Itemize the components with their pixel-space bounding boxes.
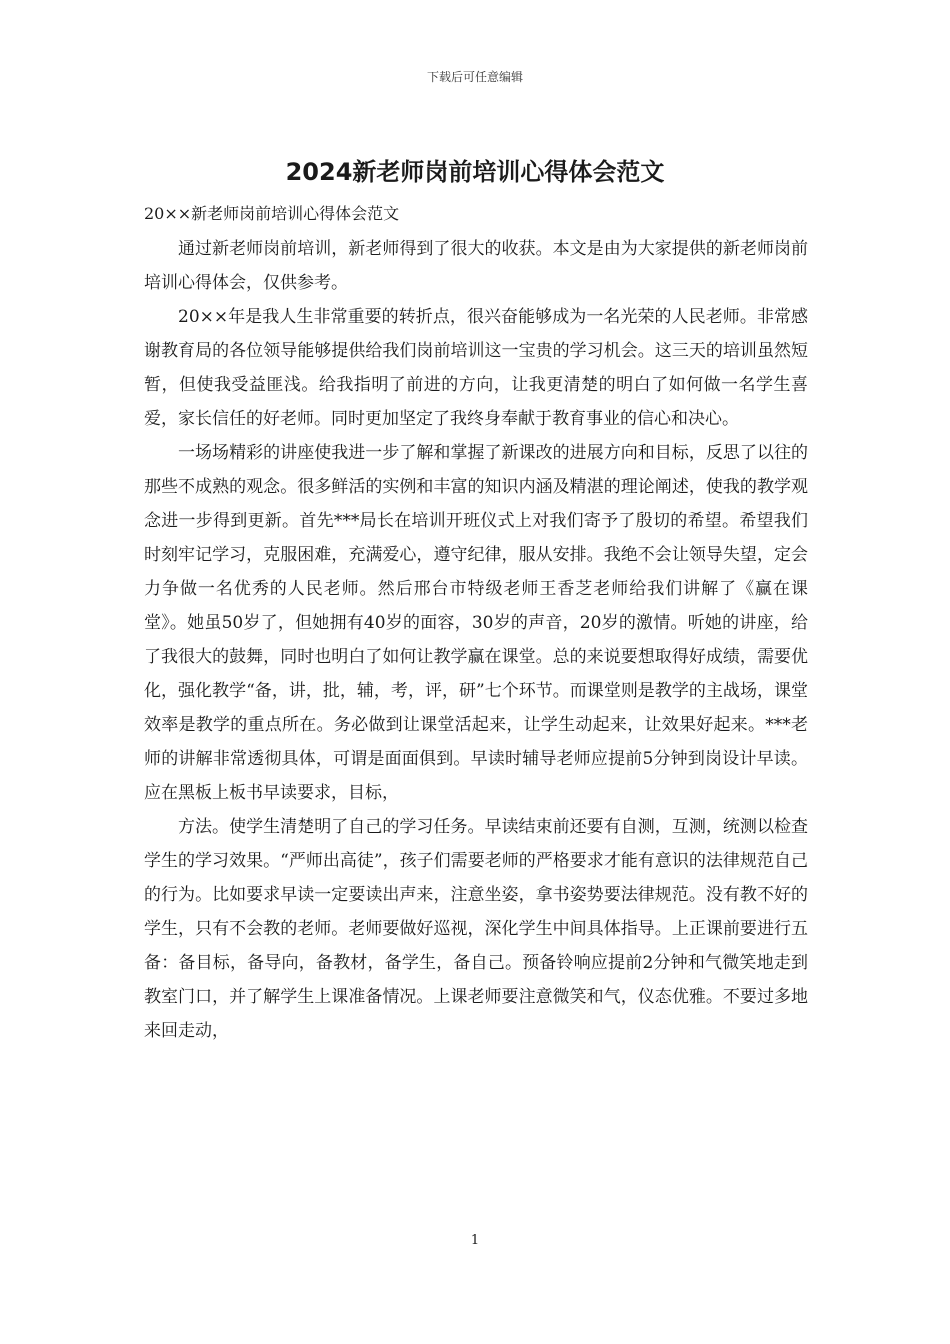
paragraph: 方法。使学生清楚明了自己的学习任务。早读结束前还要有自测，互测，统测以检查学生的学习效果。“严师出高徒”，孩子们需要老师的严格要求才能有意识的法律规范自己的行为。比如要求早读一定要读出声来，注意坐姿，拿书姿势要法律规范。没有教不好的学生，只有不会教的老师。老师要做好巡视，深化学生中间具体指导。上正课前要进行五备：备目标，备导向，备教材，备学生，备自己。预备铃响应提前2分钟和气微笑地走到教室门口，并了解学生上课准备情况。上课老师要注意微笑和气，仪态优雅。不要过多地来回走动， [144,817,808,1041]
header-note: 下载后可任意编辑 [426,70,523,84]
document-title: 2024新老师岗前培训心得体会范文 [285,158,665,186]
document-subtitle: 20××新老师岗前培训心得体会范文 [144,204,400,223]
page-number: 1 [470,1233,480,1248]
paragraph: 通过新老师岗前培训，新老师得到了很大的收获。本文是由为大家提供的新老师岗前培训心得体会，仅供参考。 [144,239,808,293]
paragraph: 一场场精彩的讲座使我进一步了解和掌握了新课改的进展方向和目标，反思了以往的那些不成熟的观念。很多鲜活的实例和丰富的知识内涵及精湛的理论阐述，使我的教学观念进一步得到更新。首先***局长在培训开班仪式上对我们寄予了殷切的希望。希望我们时刻牢记学习，克服困难，充满爱心，遵守纪律，服从安排。我绝不会让领导失望，定会力争做一名优秀的人民老师。然后邢台市特级老师王香芝老师给我们讲解了《赢在课堂》。她虽50岁了，但她拥有40岁的面容，30岁的声音，20岁的激情。听她的讲座，给了我很大的鼓舞，同时也明白了如何让教学赢在课堂。总的来说要想取得好成绩，需要优化，强化教学“备，讲，批，辅，考，评，研”七个环节。而课堂则是教学的主战场，课堂效率是教学的重点所在。务必做到让课堂活起来，让学生动起来，让效果好起来。***老师的讲解非常透彻具体，可谓是面面俱到。早读时辅导老师应提前5分钟到岗设计早读。应在黑板上板书早读要求，目标， [144,443,808,803]
paragraph: 20××年是我人生非常重要的转折点，很兴奋能够成为一名光荣的人民老师。非常感谢教育局的各位领导能够提供给我们岗前培训这一宝贵的学习机会。这三天的培训虽然短暂，但使我受益匪浅。给我指明了前进的方向，让我更清楚的明白了如何做一名学生喜爱，家长信任的好老师。同时更加坚定了我终身奉献于教育事业的信心和决心。 [144,307,808,429]
document-body [144,232,808,1048]
